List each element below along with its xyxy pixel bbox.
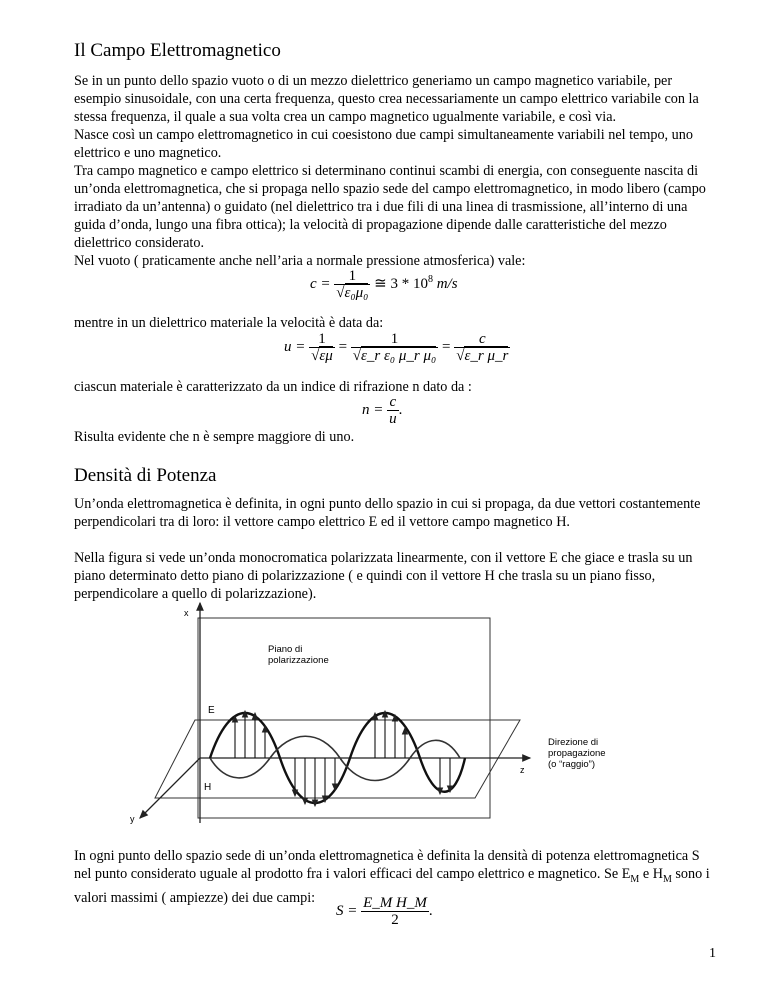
plane-label-line1: Piano di — [268, 644, 303, 655]
y-axis — [140, 758, 200, 818]
plane-label-line2: polarizzazione — [268, 655, 329, 666]
direction-label-line2: propagazione — [548, 748, 606, 759]
label-x: x — [184, 608, 189, 618]
direction-label-line1: Direzione di — [548, 737, 599, 748]
paragraph-refraction: ciascun materiale è caratterizzato da un indice di rifrazione n dato da : — [74, 379, 472, 395]
equation-refraction-index: n = $\frac{c}{u}$ . — [362, 394, 403, 427]
polarization-plane — [198, 618, 490, 818]
section-title: Densità di Potenza — [74, 465, 217, 486]
paragraph-field: Nasce così un campo elettromagnetico in cui coesistono due campi simultaneamente variabili nel tempo, uno elettrico e uno magnetico. — [74, 127, 693, 161]
direction-label-line3: (o “raggio”) — [548, 759, 595, 770]
wave-diagram — [100, 598, 665, 828]
paragraph-intro: Se in un punto dello spazio vuoto o di un mezzo dielettrico generiamo un campo magnetico variabile, per esempio sinusoidale, con una certa frequenza, questo crea necessariamente un campo elettrico variabile con la stessa frequenza, il quale a sua volta crea un campo magnetico ugualmente variabile, e così via. — [74, 73, 699, 125]
page-title: Il Campo Elettromagnetico — [74, 40, 281, 61]
eq-c-denominator: ε₀μ₀ — [344, 285, 369, 301]
paragraph-dielectric: mentre in un dielettrico materiale la velocità è data da: — [74, 315, 384, 331]
equation-power-density: S = $\frac{\text{E\_M H\_M}}{2}$ . — [336, 895, 433, 928]
paragraph-vectors: Un’onda elettromagnetica è definita, in ogni punto dello spazio in cui si propaga, da due vettori costantemente perpendicolari tra di loro: il vettore campo elettrico E ed il vettore campo magnetico H. — [74, 496, 701, 530]
paragraph-power-density: In ogni punto dello spazio sede di un’onda elettromagnetica è definita la densità di potenza elettromagnetica S nel punto considerato uguale al prodotto fra i valori efficaci del campo elettrico e magnetico. Se $E_M$ e $H_M$ sono i valori massimi ( ampiezze) dei due campi: — [74, 848, 710, 906]
paragraph-figure-desc: Nella figura si vede un’onda monocromatica polarizzata linearmente, con il vettore E che giace e trasla su un piano determinato detto piano di polarizzazione ( e quindi con il vettore H che trasla su un piano fisso, perpendicolare a quello di polarizzazione). — [74, 550, 693, 602]
label-e: E — [208, 705, 215, 716]
equation-speed-dielectric: u = $\frac{1}{√\varepsilon\mu}$ = $\frac{1}{\text{√ε\_r ε₀ μ\_r μ₀}}$ = $\frac{c}{\text{√ε\_r μ\_r}}$ — [284, 331, 509, 364]
label-h: H — [204, 782, 212, 793]
paragraph-vacuum: Nel vuoto ( praticamente anche nell’aria a normale pressione atmosferica) vale: — [74, 253, 526, 269]
paragraph-conclusion: Risulta evidente che n è sempre maggiore di uno. — [74, 429, 355, 445]
label-y: y — [130, 814, 135, 824]
equation-speed-vacuum: c = $\frac{1}{\text{√ε₀μ₀}}$ ≅ $3 * 10^8$ m/s — [310, 268, 458, 301]
page-number: 1 — [709, 946, 716, 961]
eq-c-numerator: 1 — [334, 268, 370, 285]
label-z: z — [520, 765, 525, 775]
paragraph-exchange: Tra campo magnetico e campo elettrico si determinano continui scambi di energia, con conseguente nascita di un’onda elettromagnetica, che si propaga nello spazio sede del campo elettromagnetico, in modo libero (campo irradiato da un’antenna) o guidato (nel dielettrico tra i due fili di una linea di trasmissione, all’interno di una guida d’onda, lungo una fibra ottica); la velocità di propagazione dipende dalle caratteristiche del mezzo dielettrico considerato. — [74, 163, 706, 251]
